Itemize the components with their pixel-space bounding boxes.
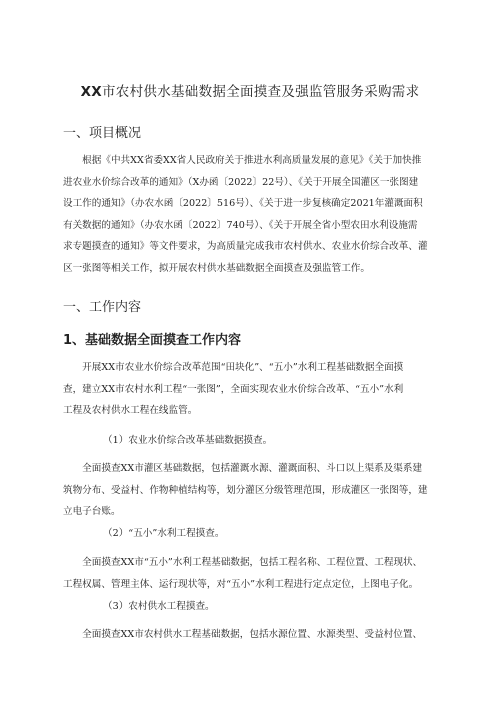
subsection1-heading: 1、基础数据全面摸查工作内容 <box>63 333 242 348</box>
section1-paragraph <box>63 150 441 279</box>
paragraph-line: 全面摸查XX市灌区基础数据，包括灌溉水源、灌溉面积、斗口以上渠系及渠系建 <box>63 463 423 474</box>
paragraph-line: 开展XX市农业水价综合改革范围“田块化”、“五小”水利工程基础数据全面摸 <box>63 362 404 373</box>
item1-paragraph <box>63 458 441 523</box>
paragraph-line: 设工作的通知》（办农水函〔2022〕516号）、《关于进一步复核确定2021年灌溉面积 <box>63 198 423 209</box>
item2-paragraph <box>63 552 441 595</box>
item1-label: （1）农业水价综合改革基础数据摸查。 <box>103 435 273 446</box>
subsection1-paragraph <box>63 357 441 422</box>
paragraph-line: 有关数据的通知》（办农水函〔2022〕740号）、《关于开展全省小型农田水利设施需 <box>63 219 418 231</box>
paragraph-line: 进农业水价综合改革的通知》（X办函〔2022〕22号）、《关于开展全国灌区一张图建 <box>63 176 419 188</box>
item2-label: （2）“五小”水利工程摸查。 <box>103 528 225 539</box>
document-title <box>0 80 500 100</box>
paragraph-line: 根据《中共XX省委XX省人民政府关于推进水利高质量发展的意见》《关于加快推 <box>63 155 422 166</box>
title-prefix: XX <box>80 84 102 100</box>
title-text: 市农村供水基础数据全面摸查及强监管服务采购需求 <box>102 84 420 100</box>
paragraph-line: 求专题摸查的通知》等文件要求，为高质量完成我市农村供水、农业水价综合改革、灌 <box>63 241 428 252</box>
paragraph-line: 筑物分布、受益村、作物种植结构等，划分灌区分级管理范围，形成灌区一张图等，建 <box>63 484 428 496</box>
item3-label: （3）农村供水工程摸查。 <box>103 601 215 612</box>
paragraph-line: 工程权属、管理主体、运行现状等，对“五小”水利工程进行定点定位，上图电子化。 <box>63 578 419 590</box>
item3-paragraph <box>63 624 441 646</box>
section1-heading: 一、项目概况 <box>63 126 142 141</box>
paragraph-line: 立电子台账。 <box>63 506 121 517</box>
paragraph-line: 查，建立XX市农村水利工程“一张图”，全面实现农业水价综合改革、“五小”水利 <box>63 383 404 395</box>
paragraph-line: 全面摸查XX市“五小”水利工程基础数据，包括工程名称、工程位置、工程现状、 <box>63 557 423 568</box>
section2-heading: 一、工作内容 <box>63 300 142 315</box>
paragraph-line: 区一张图等相关工作，拟开展农村供水基础数据全面摸查及强监管工作。 <box>63 262 370 274</box>
paragraph-line: 全面摸查XX市农村供水工程基础数据，包括水源位置、水源类型、受益村位置、 <box>63 629 423 640</box>
paragraph-line: 工程及农村供水工程在线监管。 <box>63 405 198 416</box>
